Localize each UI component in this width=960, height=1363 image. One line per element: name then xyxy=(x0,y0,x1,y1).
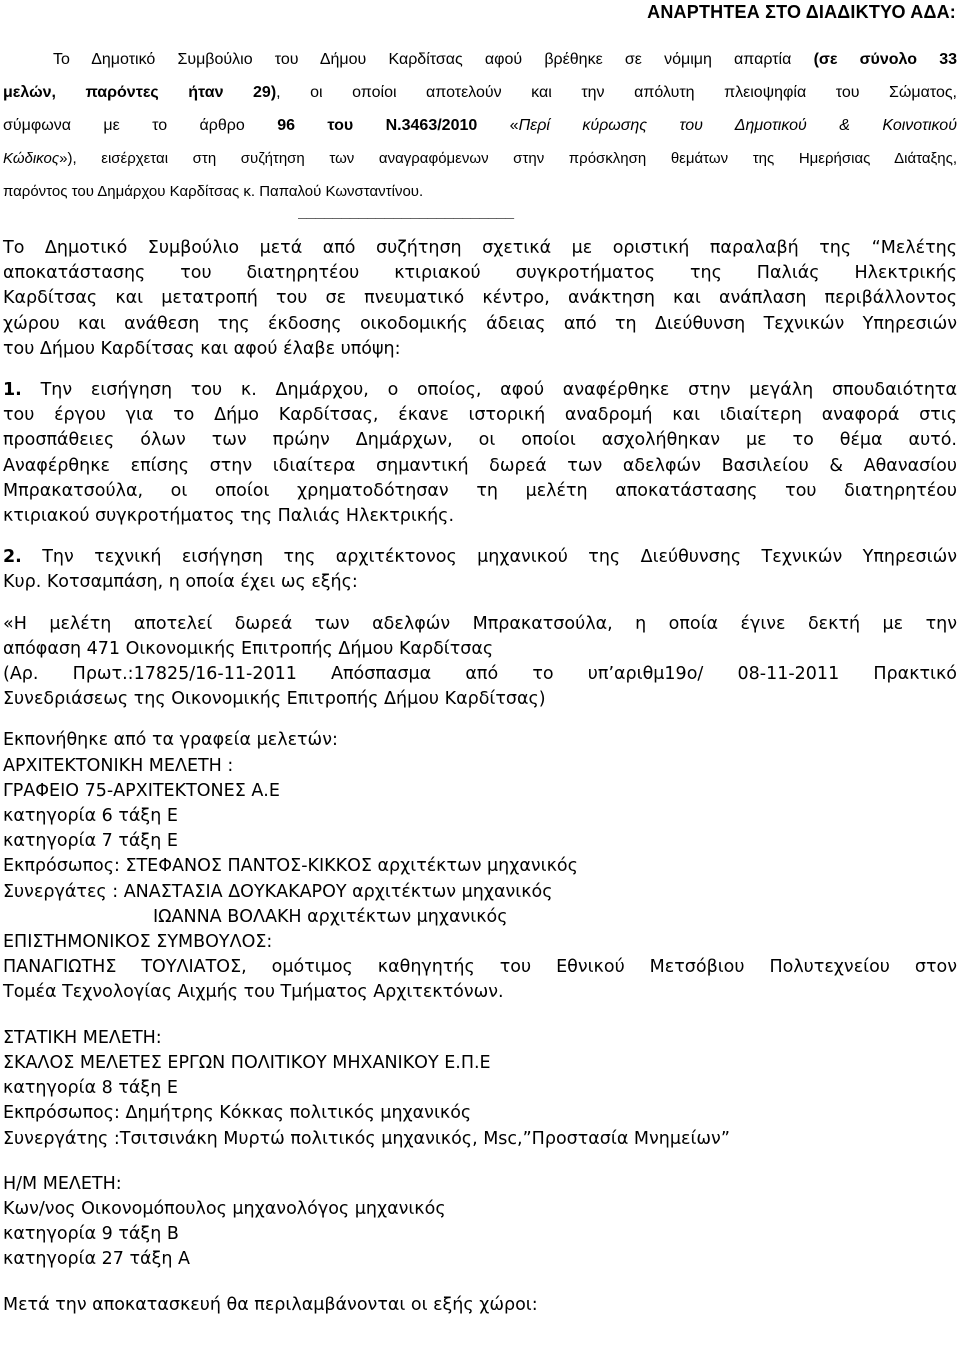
paragraph-line: Μπρακατσούλα, οι οποίοι χρηματοδότησαν τη μελέτη αποκατάστασης του διατηρητέου xyxy=(3,480,957,501)
office-name: ΓΡΑΦΕΙΟ 75-ΑΡΧΙΤΕΚΤΟΝΕΣ Α.Ε xyxy=(3,780,280,801)
section-divider: _________________________ xyxy=(298,201,514,219)
paragraph-line xyxy=(3,378,957,403)
section-heading: ΕΠΙΣΤΗΜΟΝΙΚΟΣ ΣΥΜΒΟΥΛΟΣ: xyxy=(3,932,273,953)
opening-paragraph xyxy=(3,236,957,362)
intro-line-3 xyxy=(3,109,957,142)
item-number: 2. xyxy=(3,547,22,568)
collaborators-line: ΙΩΑΝΝΑ ΒΟΛΑΚΗ αρχιτέκτων μηχανικός xyxy=(153,906,508,927)
intro-text: « xyxy=(477,117,519,134)
office-name: ΣΚΑΛΟΣ ΜΕΛΕΤΕΣ ΕΡΓΩΝ ΠΟΛΙΤΙΚΟΥ ΜΗΧΑΝΙΚΟΥ Ε.Π.Ε xyxy=(3,1052,491,1073)
paragraph-line: αποκατάστασης του διατηρητέου κτιριακού συγκροτήματος της Παλιάς Ηλεκτρικής xyxy=(3,263,957,284)
category-line: κατηγορία 27 τάξη Α xyxy=(3,1249,190,1270)
representative-line: Εκπρόσωπος: ΣΤΕΦΑΝΟΣ ΠΑΝΤΟΣ-ΚΙΚΚΟΣ αρχιτέκτων μηχανικός xyxy=(3,856,578,877)
quoted-study-description xyxy=(3,612,957,713)
intro-line-4 xyxy=(3,142,957,175)
spacer xyxy=(3,529,957,545)
intro-bold-text: μελών, παρόντες ήταν 29) xyxy=(3,84,277,101)
document-body xyxy=(3,236,957,1318)
item-2 xyxy=(3,545,957,595)
paragraph-line: προσπάθειες όλων των πρώην Δημάρχων, οι οποίοι ασχολήθηκαν με το θέμα αυτό. xyxy=(3,430,957,451)
intro-line-5: παρόντος του Δημάρχου Καρδίτσας κ. Παπαλού Κωνσταντίνου. xyxy=(3,183,424,200)
collaborators-line: Συνεργάτης :Τσιτσινάκη Μυρτώ πολιτικός μηχανικός, Msc,”Προστασία Μνημείων” xyxy=(3,1128,730,1149)
spacer xyxy=(3,712,957,728)
paragraph-line: Καρδίτσας και μετατροπή του σε πνευματικό κέντρο, ανάκτηση και ανάπλαση περιβάλλοντος xyxy=(3,288,957,309)
spacer xyxy=(3,362,957,378)
category-line: κατηγορία 7 τάξη Ε xyxy=(3,831,178,852)
paragraph-line: ΠΑΝΑΓΙΩΤΗΣ ΤΟΥΛΙΑΤΟΣ, ομότιμος καθηγητής του Εθνικού Μετσόβιου Πολυτεχνείου στον xyxy=(3,957,957,978)
intro-text: Το Δημοτικό Συμβούλιο του Δήμου Καρδίτσας αφού βρέθηκε σε νόμιμη απαρτία xyxy=(53,51,814,68)
paragraph-line: Αναφέρθηκε επίσης στην ιδιαίτερα σημαντική δωρεά των αδελφών Βασιλείου & Αθανασίου xyxy=(3,455,957,476)
document-header: ΑΝΑΡΤΗΤΕΑ ΣΤΟ ΔΙΑΔΙΚΤΥΟ ΑΔΑ: xyxy=(647,2,956,22)
collaborators-line: Συνεργάτες : ΑΝΑΣΤΑΣΙΑ ΔΟΥΚΑΚΑΡΟΥ αρχιτέκτων μηχανικός xyxy=(3,881,553,902)
engineer-name: Κων/νος Οικονομόπουλος μηχανολόγος μηχανικός xyxy=(3,1198,446,1219)
intro-text: σύμφωνα με το άρθρο xyxy=(3,117,278,134)
representative-line: Εκπρόσωπος: Δημήτρης Κόκκας πολιτικός μηχανικός xyxy=(3,1103,472,1124)
static-study-section xyxy=(3,1026,957,1152)
item-text: Την εισήγηση του κ. Δημάρχου, ο οποίος, αφού αναφέρθηκε στην μεγάλη σπουδαιότητα xyxy=(21,380,957,401)
item-text: Την τεχνική εισήγηση της αρχιτέκτονος μηχανικού της Διεύθυνσης Τεχνικών Υπηρεσιών xyxy=(21,547,957,568)
paragraph-line: (Αρ. Πρωτ.:17825/16-11-2011 Απόσπασμα από το υπ’αριθμ19ο/ 08-11-2011 Πρακτικό xyxy=(3,664,957,685)
architectural-study-section xyxy=(3,728,957,1005)
intro-line-2 xyxy=(3,76,957,109)
law-title: Κώδικος xyxy=(3,150,60,167)
offices-intro: Εκπονήθηκε από τα γραφεία μελετών: xyxy=(3,730,338,751)
item-number: 1. xyxy=(3,380,22,401)
category-line: κατηγορία 9 τάξη Β xyxy=(3,1224,179,1245)
paragraph-line: του Δήμου Καρδίτσας και αφού έλαβε υπόψη: xyxy=(3,338,401,359)
intro-text: , οι οποίοι αποτελούν και την απόλυτη πλειοψηφία του Σώματος, xyxy=(276,84,958,101)
closing-line: Μετά την αποκατασκευή θα περιλαμβάνονται οι εξής χώροι: xyxy=(3,1294,538,1315)
spacer xyxy=(3,1006,957,1026)
spacer xyxy=(3,1152,957,1172)
paragraph-line: Το Δημοτικό Συμβούλιο μετά από συζήτηση σχετικά με οριστική παραλαβή της “Μελέτης xyxy=(3,238,957,258)
item-1 xyxy=(3,378,957,529)
intro-bold-text: (σε σύνολο 33 xyxy=(813,51,957,68)
intro-block xyxy=(3,43,957,208)
section-heading: ΑΡΧΙΤΕΚΤΟΝΙΚΗ ΜΕΛΕΤΗ : xyxy=(3,755,234,776)
paragraph-line xyxy=(3,545,957,570)
paragraph-line: Συνεδριάσεως της Οικονομικής Επιτροπής Δήμου Καρδίτσας) xyxy=(3,689,546,710)
paragraph-line: Κυρ. Κοτσαμπάση, η οποία έχει ως εξής: xyxy=(3,572,358,593)
paragraph-line: του έργου για το Δήμο Καρδίτσας, έκανε ιστορική αναδρομή και ιδιαίτερη αναφορά στις xyxy=(3,405,957,426)
category-line: κατηγορία 8 τάξη Ε xyxy=(3,1078,178,1099)
paragraph-line: απόφαση 471 Οικονομικής Επιτροπής Δήμου Καρδίτσας xyxy=(3,638,494,659)
paragraph-line: κτιριακού συγκροτήματος της Παλιάς Ηλεκτρικής. xyxy=(3,506,455,527)
intro-line-1 xyxy=(3,43,957,76)
law-title: Περί κύρωσης του Δημοτικού & Κοινοτικού xyxy=(518,117,957,134)
spacer xyxy=(3,1273,957,1293)
law-reference: 96 του Ν.3463/2010 xyxy=(277,117,478,134)
category-line: κατηγορία 6 τάξη Ε xyxy=(3,806,178,827)
paragraph-line: Τομέα Τεχνολογίας Αιχμής του Τμήματος Αρχιτεκτόνων. xyxy=(3,982,504,1003)
spacer xyxy=(3,596,957,612)
section-heading: Η/Μ ΜΕΛΕΤΗ: xyxy=(3,1173,122,1194)
intro-text: »), εισέρχεται στη συζήτηση των αναγραφόμενων στην πρόσκληση θεμάτων της Ημερήσιας Διάταξης, xyxy=(59,150,957,167)
section-heading: ΣΤΑΤΙΚΗ ΜΕΛΕΤΗ: xyxy=(3,1027,162,1048)
electromechanical-study-section xyxy=(3,1172,957,1273)
paragraph-line: χώρου και ανάθεση της έκδοσης οικοδομικής άδειας από τη Διεύθυνση Τεχνικών Υπηρεσιών xyxy=(3,313,957,334)
paragraph-line: «Η μελέτη αποτελεί δωρεά των αδελφών Μπρακατσούλα, η οποία έγινε δεκτή με την xyxy=(3,613,957,634)
